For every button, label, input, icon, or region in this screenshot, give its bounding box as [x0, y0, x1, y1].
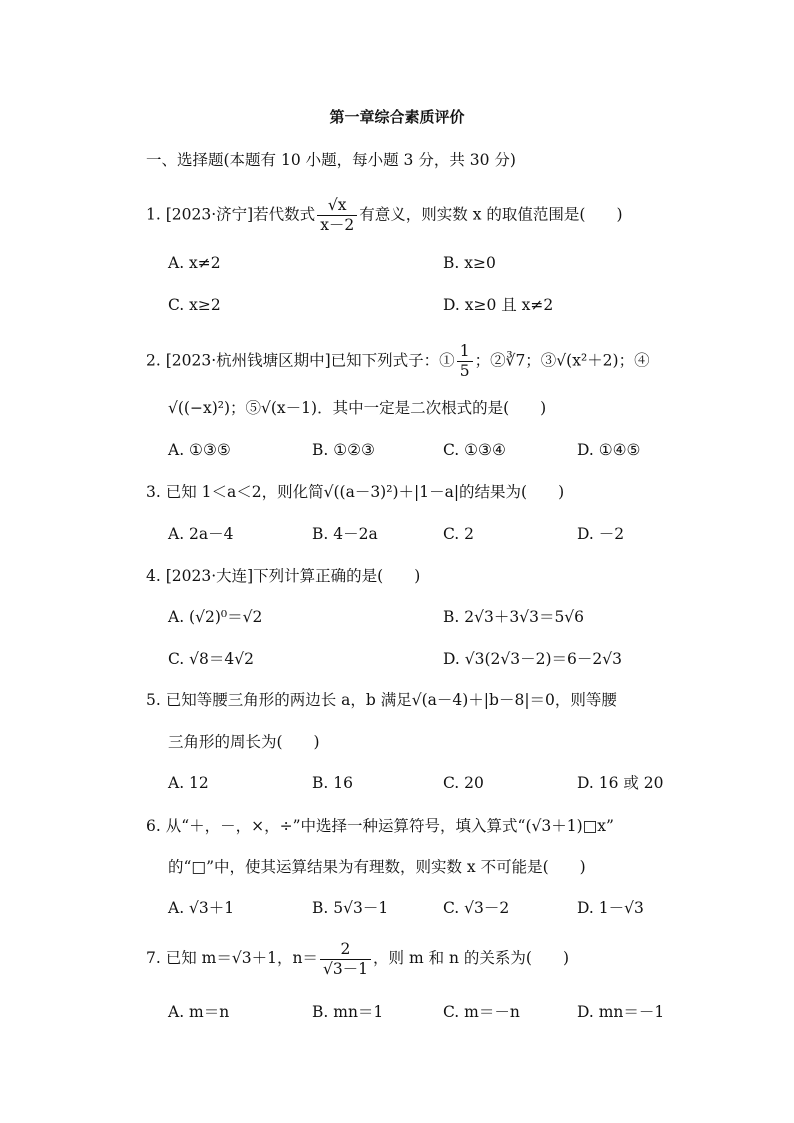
question-4: 4. [2023·大连]下列计算正确的是( ) — [146, 567, 421, 585]
q7-text-pre: 7. 已知 m＝√3＋1，n＝ — [146, 949, 318, 967]
q1-option-b[interactable]: B. x≥0 — [443, 254, 496, 272]
q1-text-pre: 1. [2023·济宁]若代数式 — [146, 205, 316, 224]
q7-fraction — [320, 940, 371, 979]
q3-option-d[interactable]: D. －2 — [577, 525, 625, 543]
question-1 — [146, 196, 623, 235]
question-5-line-2: 三角形的周长为( ) — [168, 733, 320, 751]
q7-text-post: ，则 m 和 n 的关系为( ) — [373, 949, 570, 967]
q7-option-a[interactable]: A. m＝n — [168, 1003, 230, 1021]
q1-option-a[interactable]: A. x≠2 — [168, 254, 221, 272]
q7-option-b[interactable]: B. mn＝1 — [312, 1003, 384, 1021]
q6-option-b[interactable]: B. 5√3－1 — [312, 899, 389, 917]
question-6-line-2: 的“□”中，使其运算结果为有理数，则实数 x 不可能是( ) — [168, 858, 586, 876]
q2-text-post: ；②∛7；③√(x²＋2)；④ — [474, 351, 650, 370]
q3-option-b[interactable]: B. 4－2a — [312, 525, 378, 543]
q2-fraction — [457, 342, 473, 381]
q2-option-c[interactable]: C. ①③④ — [443, 441, 506, 459]
page-title: 第一章综合素质评价 — [329, 108, 465, 126]
q7-frac-num: 2 — [320, 940, 371, 960]
q5-option-b[interactable]: B. 16 — [312, 774, 353, 792]
q6-option-a[interactable]: A. √3＋1 — [168, 899, 235, 917]
q5-option-d[interactable]: D. 16 或 20 — [577, 774, 664, 792]
q3-option-c[interactable]: C. 2 — [443, 525, 475, 543]
q2-frac-den: 5 — [459, 362, 470, 380]
q2-option-b[interactable]: B. ①②③ — [312, 441, 375, 459]
q4-option-c[interactable]: C. √8＝4√2 — [168, 650, 254, 668]
q4-option-b[interactable]: B. 2√3＋3√3＝5√6 — [443, 608, 585, 626]
question-3: 3. 已知 1＜a＜2，则化简√((a－3)²)＋|1－a|的结果为( ) — [146, 483, 565, 501]
q7-option-c[interactable]: C. m＝－n — [443, 1003, 520, 1021]
q2-text-pre: 2. [2023·杭州钱塘区期中]已知下列式子：① — [146, 351, 455, 370]
question-7 — [146, 938, 569, 979]
q1-text-post: 有意义，则实数 x 的取值范围是( ) — [359, 205, 623, 224]
question-2-line-1 — [146, 342, 650, 381]
q6-option-d[interactable]: D. 1－√3 — [577, 899, 644, 917]
q2-option-a[interactable]: A. ①③⑤ — [168, 441, 231, 459]
q4-option-a[interactable]: A. (√2)⁰＝√2 — [168, 608, 263, 626]
q5-option-a[interactable]: A. 12 — [168, 774, 209, 792]
q5-option-c[interactable]: C. 20 — [443, 774, 484, 792]
q3-option-a[interactable]: A. 2a－4 — [168, 525, 234, 543]
q1-frac-num: √x — [317, 196, 357, 216]
q4-option-d[interactable]: D. √3(2√3－2)＝6－2√3 — [443, 650, 622, 668]
q1-option-d[interactable]: D. x≥0 且 x≠2 — [443, 296, 554, 314]
section-heading: 一、选择题(本题有 10 小题，每小题 3 分，共 30 分) — [146, 151, 516, 169]
q1-fraction — [317, 196, 357, 235]
q7-frac-den: √3－1 — [322, 959, 369, 978]
q7-option-d[interactable]: D. mn＝－1 — [577, 1003, 665, 1021]
question-5-line-1: 5. 已知等腰三角形的两边长 a，b 满足√(a－4)＋|b－8|＝0，则等腰 — [146, 691, 617, 709]
q1-frac-den: x－2 — [320, 216, 355, 234]
q1-option-c[interactable]: C. x≥2 — [168, 296, 221, 314]
q2-option-d[interactable]: D. ①④⑤ — [577, 441, 641, 459]
question-6-line-1: 6. 从“＋，－，×，÷”中选择一种运算符号，填入算式“(√3＋1)□x” — [146, 817, 614, 835]
q6-option-c[interactable]: C. √3－2 — [443, 899, 510, 917]
question-2-line-2: √((−x)²)；⑤√(x－1)．其中一定是二次根式的是( ) — [168, 399, 547, 417]
q2-frac-num: 1 — [457, 342, 473, 362]
